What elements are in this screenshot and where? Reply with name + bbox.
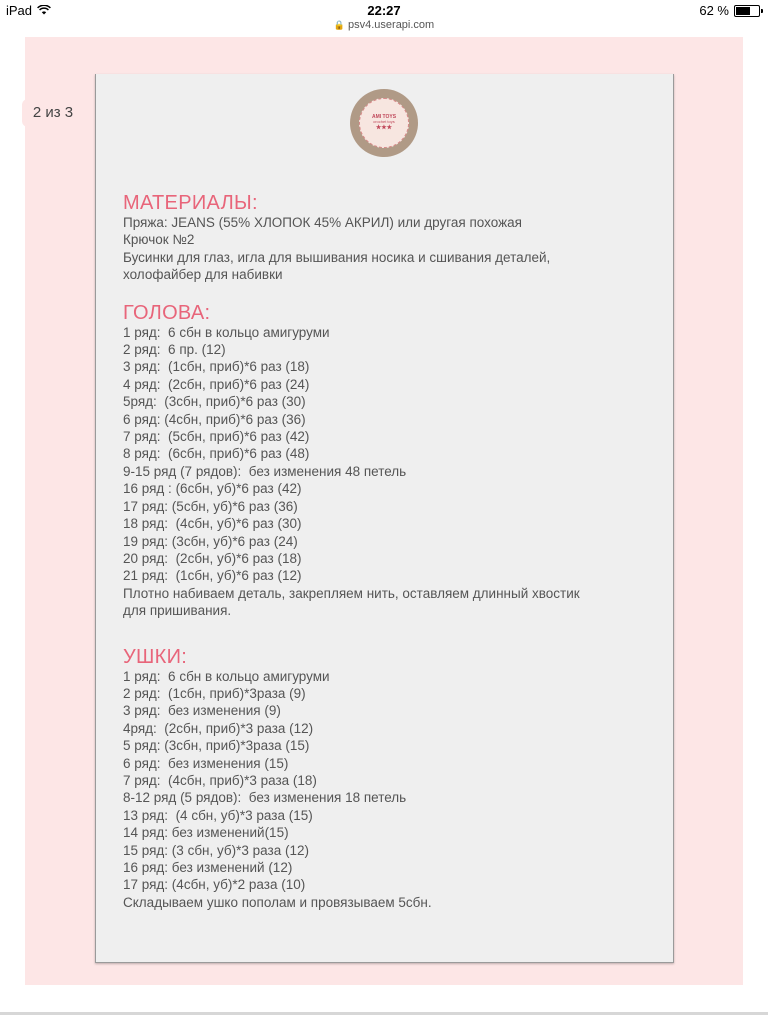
head-line: 19 ряд: (3сбн, уб)*6 раз (24) [123,533,298,549]
head-line: 7 ряд: (5сбн, приб)*6 раз (42) [123,429,310,445]
ears-line: 16 ряд: без изменений (12) [123,860,293,875]
head-line: 1 ряд: 6 сбн в кольцо амигуруми [123,324,330,340]
ears-list [123,668,663,912]
ears-line: 2 ряд: (1сбн, приб)*3раза (9) [123,685,306,701]
ears-line: 4ряд: (2сбн, приб)*3 раза (12) [123,720,314,736]
ears-title: УШКИ: [123,645,188,668]
head-line: 8 ряд: (6сбн, приб)*6 раз (48) [123,446,310,462]
status-right [699,3,760,18]
ears-line: 13 ряд: (4 сбн, уб)*3 раза (15) [123,807,313,823]
page-counter: 2 из 3 [22,99,84,127]
ears-line: Складываем ушко пополам и провязываем 5сбн. [123,894,432,910]
head-line: 18 ряд: (4сбн, уб)*6 раз (30) [123,516,302,532]
materials-line: Крючок №2 [123,232,195,248]
pattern-content [123,192,663,911]
stars-icon: ★★★ [375,124,393,131]
head-line: 20 ряд: (2сбн, уб)*6 раз (18) [123,550,302,566]
document-viewer[interactable] [0,37,768,1024]
head-line: 9-15 ряд (7 рядов): без изменения 48 петель [123,463,407,479]
logo-text: AMI TOYS [371,114,397,120]
head-line: 21 ряд: (1сбн, уб)*6 раз (12) [123,568,302,584]
status-time: 22:27 [367,3,401,18]
ears-line: 8-12 ряд (5 рядов): без изменения 18 петель [123,790,407,806]
device-label: iPad [6,3,33,18]
head-title: ГОЛОВА: [123,301,211,324]
ears-line: 5 ряд: (3сбн, приб)*3раза (15) [123,738,310,754]
ears-line: 7 ряд: (4сбн, приб)*3 раза (18) [123,772,317,788]
head-line: 16 ряд : (6сбн, уб)*6 раз (42) [123,481,302,497]
head-line: Плотно набиваем деталь, закрепляем нить, оставляем длинный хвостик [123,585,580,601]
head-line: 3 ряд: (1сбн, приб)*6 раз (18) [123,359,310,375]
battery-level [736,7,750,15]
url-bar[interactable] [0,19,768,37]
lock-icon: 🔒 [333,20,345,30]
section-spacer [123,620,663,646]
materials-line: Пряжа: JEANS (55% ХЛОПОК 45% АКРИЛ) или другая похожая [123,215,522,230]
battery-icon [734,5,760,17]
head-list [123,324,663,620]
logo-badge [359,98,409,148]
ears-line: 6 ряд: без изменения (15) [123,755,289,771]
bottom-divider [0,1012,768,1027]
ears-line: 3 ряд: без изменения (9) [123,703,281,719]
head-line: 5ряд: (3сбн, приб)*6 раз (30) [123,394,306,410]
ears-line: 1 ряд: 6 сбн в кольцо амигуруми [123,668,330,684]
section-spacer [123,284,663,302]
materials-list [123,214,663,284]
head-line: 2 ряд: 6 пр. (12) [123,342,226,358]
ears-line: 15 ряд: (3 сбн, уб)*3 раза (12) [123,842,309,858]
head-line: 4 ряд: (2сбн, приб)*6 раз (24) [123,376,310,392]
brand-logo [350,89,418,157]
pattern-card [95,74,674,963]
ears-line: 14 ряд: без изменений(15) [123,825,289,841]
url-text: psv4.userapi.com [348,19,435,31]
head-line: для пришивания. [123,603,232,619]
logo-subtext: crochet toys [373,119,395,124]
head-line: 6 ряд: (4сбн, приб)*6 раз (36) [123,411,306,427]
battery-label: 62 % [699,3,729,18]
materials-line: холофайбер для набивки [123,267,283,283]
materials-title: МАТЕРИАЛЫ: [123,192,258,214]
head-line: 17 ряд: (5сбн, уб)*6 раз (36) [123,498,298,514]
materials-line: Бусинки для глаз, игла для вышивания носика и сшивания деталей, [123,249,551,265]
ears-line: 17 ряд: (4сбн, уб)*2 раза (10) [123,877,306,893]
